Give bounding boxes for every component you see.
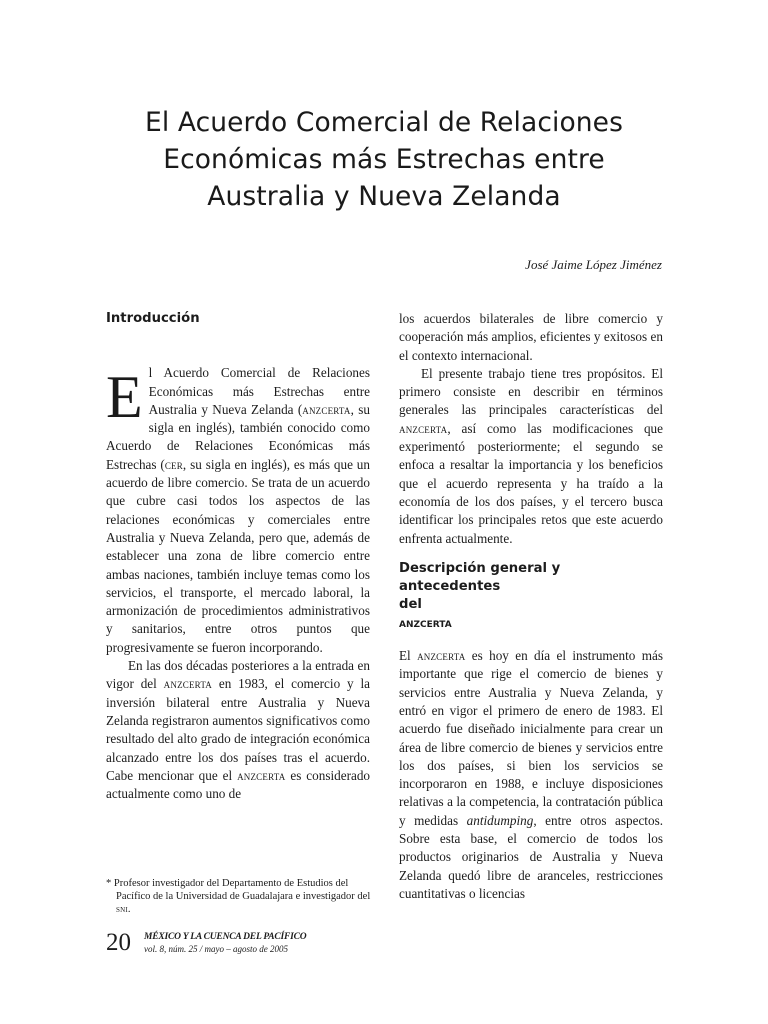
acronym: anzcerta (399, 421, 448, 436)
title-line-3: Australia y Nueva Zelanda (207, 181, 561, 212)
text-run: , entre otros aspectos. Sobre esta base, el comercio de todos los productos originarios de Australia y Nueva Zelanda quedó libre de aranceles, restricciones cuantitativas o licencias (399, 812, 663, 901)
issue-info: vol. 8, núm. 25 / mayo – agosto de 2005 (144, 944, 288, 954)
heading-line-2 (399, 596, 663, 633)
intro-heading: Introducción (106, 311, 200, 326)
drop-cap: E (106, 364, 143, 431)
article-title (90, 104, 678, 215)
acronym: anzcerta (399, 615, 452, 631)
page-number: 20 (106, 929, 131, 956)
footnote-end: . (127, 904, 131, 915)
title-line-1: El Acuerdo Comercial de Relaciones (145, 107, 623, 138)
text-run: , su sigla en inglés), también conocido como Acuerdo de Relaciones Económicas más Estrechas ( (106, 401, 370, 472)
intro-paragraph-1 (106, 364, 370, 657)
footnote (106, 877, 378, 916)
heading-line-1: Descripción general y antecedentes (399, 560, 561, 595)
text-run: El presente trabajo tiene tres propósitos. El primero consiste en describir en términos generales las principales características del (399, 365, 663, 418)
acronym: anzcerta (302, 402, 351, 417)
text-run: En las dos décadas posteriores a la entrada en vigor del (106, 658, 370, 692)
footnote-text: * Profesor investigador del Departamento de Estudios del Pacífico de la Universidad de Guadalajara e investigador del (106, 878, 371, 902)
text-run: , su sigla en inglés), es más que un acuerdo de libre comercio. Se trata de un acuerdo que cubre casi todos los aspectos de las relaciones económicas y comerciales entre Australia y Nueva Zelanda, pero que, además de establecer una zona de libre comercio entre ambas naciones, también incluye temas como los servicios, el transporte, el mercado laboral, la armonización de procedimientos administrativos y sanitarios, entre otros puntos que progresivamente se fueron incorporando. (106, 456, 370, 655)
text-run: l Acuerdo Comercial de Relaciones Económicas más Estrechas entre Australia y Nueva Zelanda ( (148, 365, 370, 417)
acronym: anzcerta (417, 649, 466, 664)
text-run: es hoy en día el instrumento más importante que rige el comercio de bienes y servicios entre Australia y Nueva Zelanda, y entró en vigor el primero de enero de 1983. El acuerdo fue diseñado inicialmente para crear un área de libre comercio de bienes y servicios entre los dos países, si bien los servicios se incorporaron en 1988, e incluye disposiciones relativas a la competencia, la contratación pública y medidas (399, 648, 663, 828)
title-line-2: Económicas más Estrechas entre (163, 144, 605, 175)
text-run: es considerado actualmente como uno de (106, 767, 371, 802)
description-heading (399, 560, 663, 633)
left-column (106, 310, 370, 803)
journal-name: MÉXICO Y LA CUENCA DEL PACÍFICO (144, 932, 307, 942)
text-run: El (399, 648, 418, 664)
acronym: cer (164, 457, 183, 472)
right-column (399, 310, 663, 903)
italic-term: antidumping (466, 812, 534, 828)
text-run: en 1983, el comercio y la inversión bilateral entre Australia y Nueva Zelanda registraron aumentos significativos como resultado del alto grado de integración económica alcanzado entre los dos países tras el acuerdo. Cabe mencionar que el (106, 676, 370, 783)
author-name: José Jaime López Jiménez (525, 257, 662, 272)
right-paragraph-1: los acuerdos bilaterales de libre comercio y cooperación más amplios, eficientes y exitosos en el contexto internacional. (399, 311, 663, 363)
acronym: sni (116, 904, 128, 915)
heading-prefix: del (399, 597, 422, 613)
intro-paragraph-2 (106, 657, 370, 803)
acronym: anzcerta (163, 677, 213, 692)
right-paragraph-2 (399, 365, 663, 548)
acronym: anzcerta (237, 768, 286, 783)
text-run: , así como las modificaciones que experimentó posteriormente; el segundo se enfoca a resaltar la importancia y los beneficios que el acuerdo representa y ha traído a la economía de los dos países, y el tercero busca identificar los principales retos que este acuerdo enfrenta actualmente. (399, 420, 663, 546)
description-paragraph (399, 647, 663, 903)
